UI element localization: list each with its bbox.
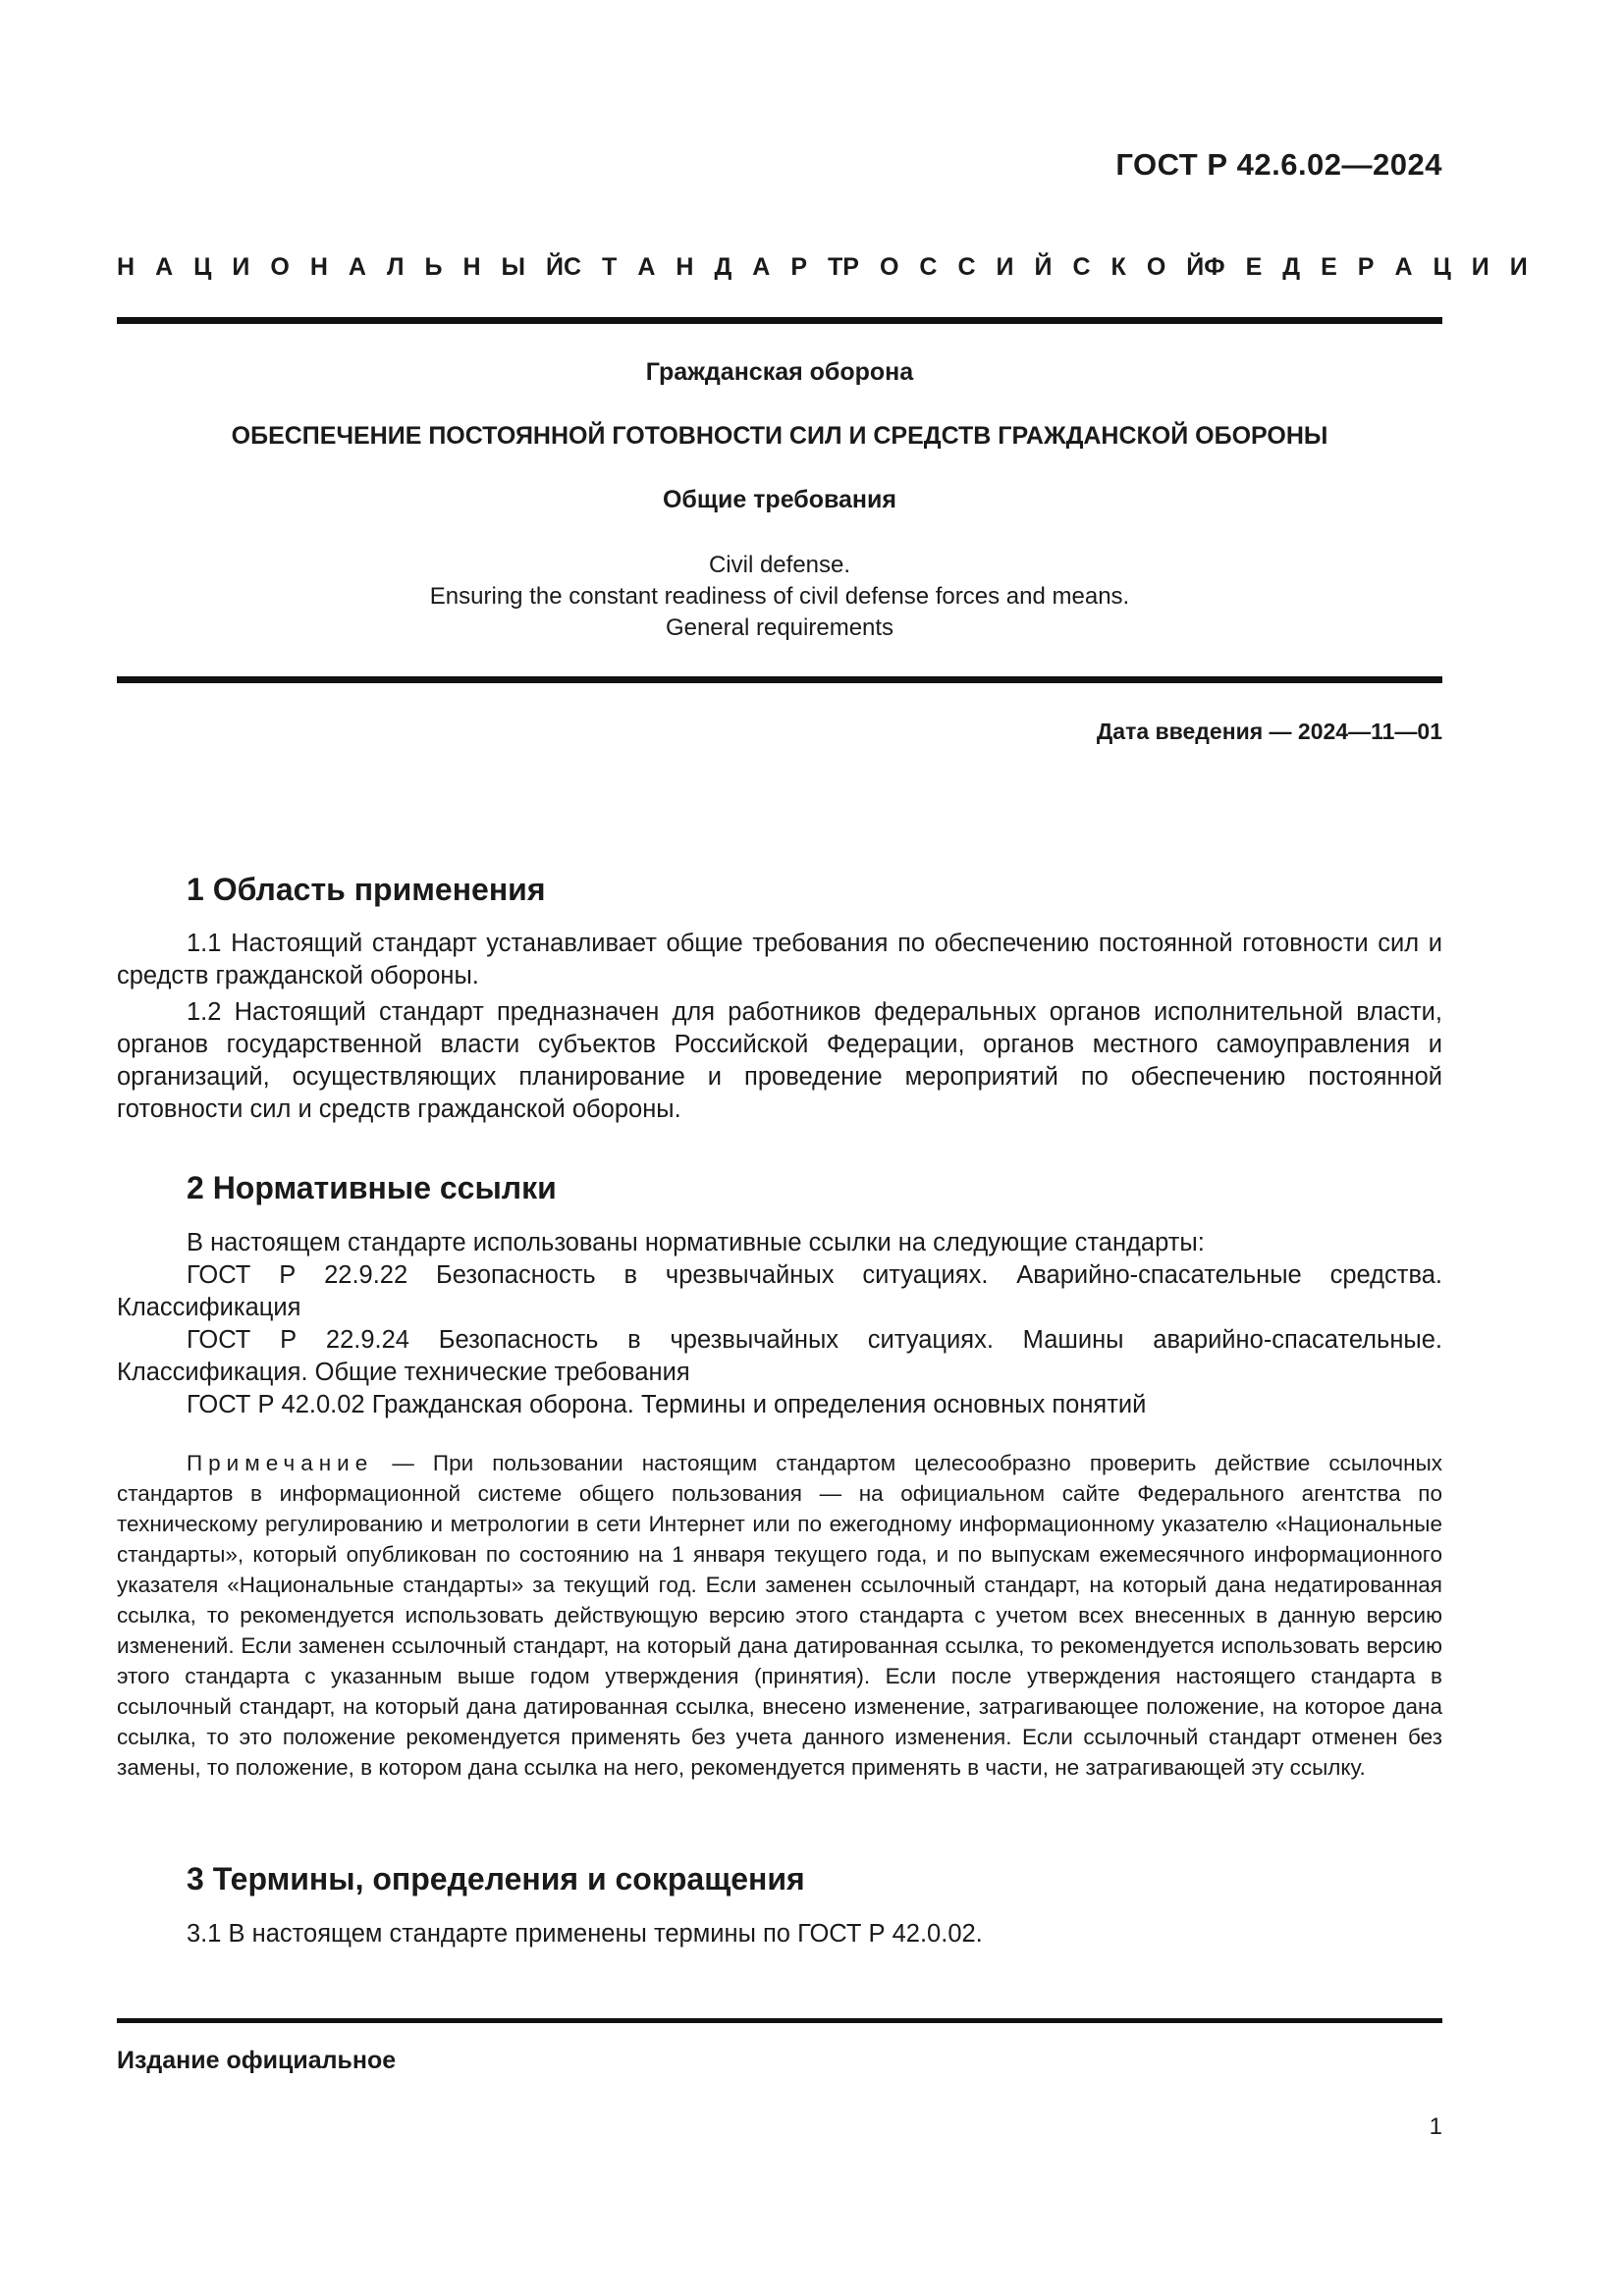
banner-word-4: Ф Е Д Е Р А Ц И И — [1204, 253, 1528, 281]
english-title-line-1: Civil defense. — [708, 552, 851, 578]
title-divider — [117, 676, 1442, 683]
national-standard-banner — [117, 253, 1528, 282]
reference-1: ГОСТ Р 22.9.22 Безопасность в чрезвычайных ситуациях. Аварийно-спасательные средства. Классификация — [117, 1261, 1442, 1321]
banner-word-2: С Т А Н Д А Р Т — [563, 253, 843, 281]
document-code: ГОСТ Р 42.6.02—2024 — [1115, 147, 1442, 182]
standard-title: ОБЕСПЕЧЕНИЕ ПОСТОЯННОЙ ГОТОВНОСТИ СИЛ И СРЕДСТВ ГРАЖДАНСКОЙ ОБОРОНЫ — [231, 422, 1328, 450]
section-1-paragraph-2: 1.2 Настоящий стандарт предназначен для работников федеральных органов исполнительной власти, органов государственной власти субъектов Российской Федерации, органов местного самоуправления и организаций, осуществляющих планирование и проведение мероприятий по обеспечению постоянной готовности сил и средств гражданской обороны. — [117, 998, 1442, 1123]
top-divider — [117, 317, 1442, 324]
note-label: Примечание — [187, 1451, 374, 1475]
footer-divider — [117, 2018, 1442, 2023]
english-title-line-3: General requirements — [665, 614, 894, 641]
section-2-heading: 2 Нормативные ссылки — [187, 1170, 557, 1205]
english-title-line-2: Ensuring the constant readiness of civil defense forces and means. — [429, 583, 1130, 610]
section-2-intro: В настоящем стандарте использованы нормативные ссылки на следующие стандарты: — [187, 1229, 1205, 1256]
standard-subtitle: Общие требования — [662, 486, 896, 513]
reference-2: ГОСТ Р 22.9.24 Безопасность в чрезвычайных ситуациях. Машины аварийно-спасательные. Классификация. Общие технические требования — [117, 1326, 1442, 1386]
official-edition-label: Издание официальное — [117, 2047, 397, 2074]
section-3-heading: 3 Термины, определения и сокращения — [187, 1861, 805, 1896]
document-page — [117, 0, 1528, 2296]
note-text: — При пользовании настоящим стандартом целесообразно проверить действие ссылочных стандартов в информационной системе общего пользования — на официальном сайте Федерального агентства по техническому регулированию и метрологии в сети Интернет или по ежегодному информационному указателю «Национальные стандарты», который опубликован по состоянию на 1 января текущего года, и по выпускам ежемесячного информационного указателя «Национальные стандарты» за текущий год. Если заменен ссылочный стандарт, на который дана недатированная ссылка, то рекомендуется использовать действующую версию этого стандарта с учетом всех внесенных в данную версию изменений. Если заменен ссылочный стандарт, на который дана датированная ссылка, то рекомендуется использовать версию этого стандарта с указанным выше годом утверждения (принятия). Если после утверждения настоящего стандарта в ссылочный стандарт, на который дана датированная ссылка, внесено изменение, затрагивающее положение, на которое дана ссылка, то это положение рекомендуется применять без учета данного изменения. Если ссылочный стандарт отменен без замены, то положение, в котором дана ссылка на него, рекомендуется применять в части, не затрагивающей эту ссылку. — [117, 1451, 1442, 1780]
standard-category: Гражданская оборона — [645, 358, 914, 386]
banner-word-3: Р О С С И Й С К О Й — [842, 253, 1205, 281]
introduction-date: Дата введения — 2024—11—01 — [1096, 719, 1442, 744]
reference-3: ГОСТ Р 42.0.02 Гражданская оборона. Термины и определения основных понятий — [187, 1391, 1147, 1418]
section-3-paragraph-1: 3.1 В настоящем стандарте применены термины по ГОСТ Р 42.0.02. — [187, 1920, 983, 1948]
section-1-heading: 1 Область применения — [187, 872, 546, 907]
section-1-paragraph-1: 1.1 Настоящий стандарт устанавливает общие требования по обеспечению постоянной готовности сил и средств гражданской обороны. — [117, 930, 1442, 989]
page-number: 1 — [1429, 2113, 1442, 2140]
banner-word-1: Н А Ц И О Н А Л Ь Н Ы Й — [117, 253, 564, 281]
references-note — [117, 1448, 1442, 1783]
english-title — [117, 550, 1442, 644]
